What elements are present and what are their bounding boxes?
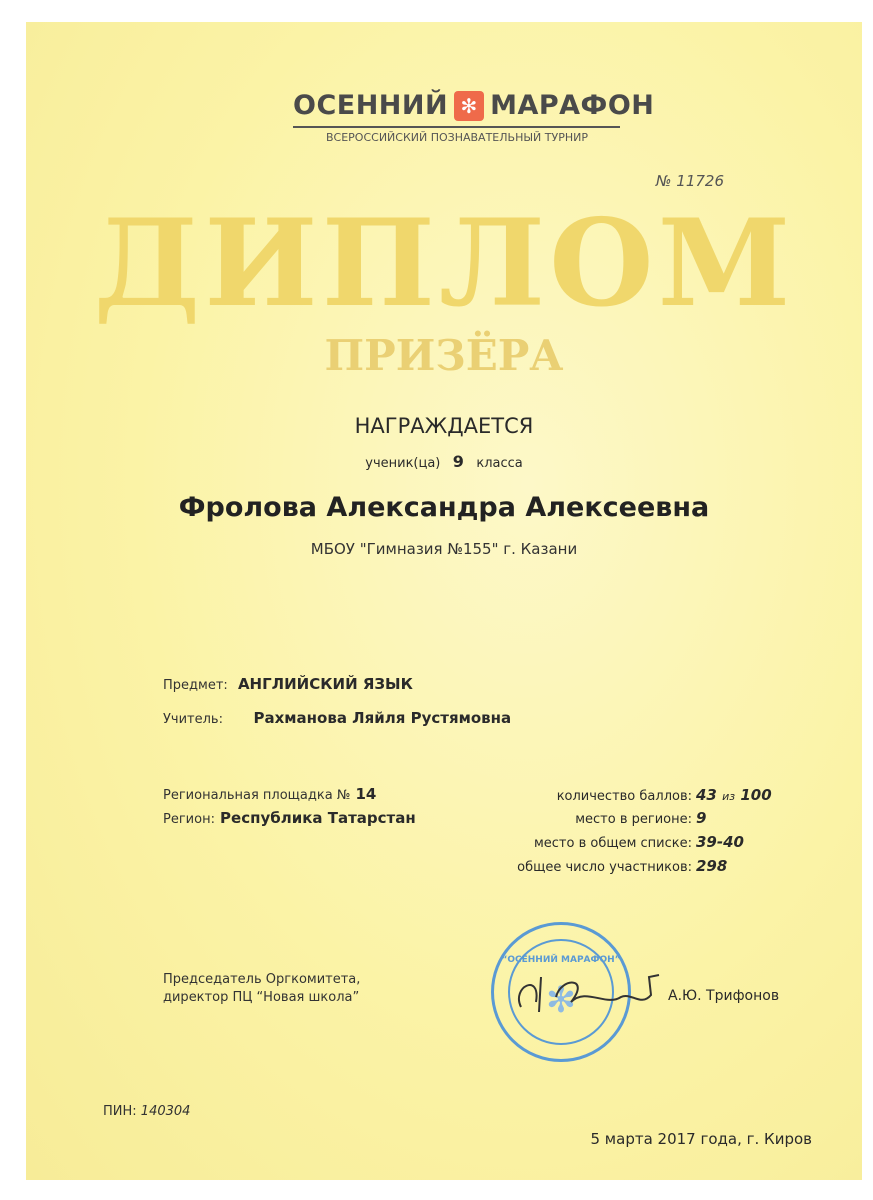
stamp-text: “ОСЕННИЙ МАРАФОН” xyxy=(501,955,621,965)
signatory-title-1: Председатель Оргкомитета, xyxy=(163,972,361,987)
logo-subtitle: ВСЕРОССИЙСКИЙ ПОЗНАВАТЕЛЬНЫЙ ТУРНИР xyxy=(326,131,588,144)
overall-place-value: 39-40 xyxy=(696,833,744,851)
region-line xyxy=(163,808,416,828)
site-value: 14 xyxy=(355,785,377,803)
signatory-name: А.Ю. Трифонов xyxy=(668,988,780,1004)
participants-label: общее число участников: xyxy=(517,860,692,875)
score: 43 xyxy=(696,786,717,804)
signature xyxy=(511,967,661,1017)
school-name: МБОУ "Гимназия №155" г. Казани xyxy=(310,540,578,558)
grade-prefix: ученик(ца) xyxy=(365,456,441,471)
teacher-line xyxy=(163,708,511,728)
maple-leaf-icon: ✻ xyxy=(545,980,577,1021)
grade-value: 9 xyxy=(452,452,464,471)
score-of: из xyxy=(722,790,736,803)
issue-date: 5 марта 2017 года, г. Киров xyxy=(590,1130,812,1148)
awarded-heading: НАГРАЖДАЕТСЯ xyxy=(354,414,534,438)
diploma-title: ДИПЛОМ xyxy=(93,193,795,334)
region-label: Регион: xyxy=(163,812,215,827)
diploma-sheet xyxy=(26,22,862,1180)
diploma-subtitle: ПРИЗЁРА xyxy=(324,331,564,380)
teacher-value: Рахманова Ляйля Рустямовна xyxy=(253,709,512,727)
score-label: количество баллов: xyxy=(556,789,692,804)
region-place-label: место в регионе: xyxy=(575,812,692,827)
participants-value: 298 xyxy=(696,857,728,875)
signatory-title-2: директор ПЦ “Новая школа” xyxy=(163,990,360,1005)
grade-suffix: класса xyxy=(476,456,523,471)
grade-line xyxy=(26,452,862,472)
pin-value: 140304 xyxy=(140,1104,191,1119)
score-max: 100 xyxy=(740,786,772,804)
maple-leaf-icon: ✻ xyxy=(454,91,484,121)
subject-line xyxy=(163,674,413,694)
score-value xyxy=(696,786,772,804)
overall-place-label: место в общем списке: xyxy=(533,836,692,851)
teacher-label: Учитель: xyxy=(163,712,223,727)
logo-divider xyxy=(293,126,620,128)
site-line xyxy=(163,784,376,804)
subject-label: Предмет: xyxy=(163,678,228,693)
pin-label: ПИН: xyxy=(103,1104,137,1119)
logo-text-left: ОСЕННИЙ xyxy=(293,90,449,121)
region-place-value: 9 xyxy=(696,809,707,827)
pin-line xyxy=(103,1104,190,1120)
subject-value: АНГЛИЙСКИЙ ЯЗЫК xyxy=(237,675,413,693)
diploma-number: № 11726 xyxy=(655,172,724,190)
site-label: Региональная площадка № xyxy=(163,788,351,803)
logo xyxy=(293,90,654,122)
region-value: Республика Татарстан xyxy=(220,809,416,827)
recipient-name: Фролова Александра Алексеевна xyxy=(178,492,710,523)
logo-text-right: МАРАФОН xyxy=(490,90,655,121)
